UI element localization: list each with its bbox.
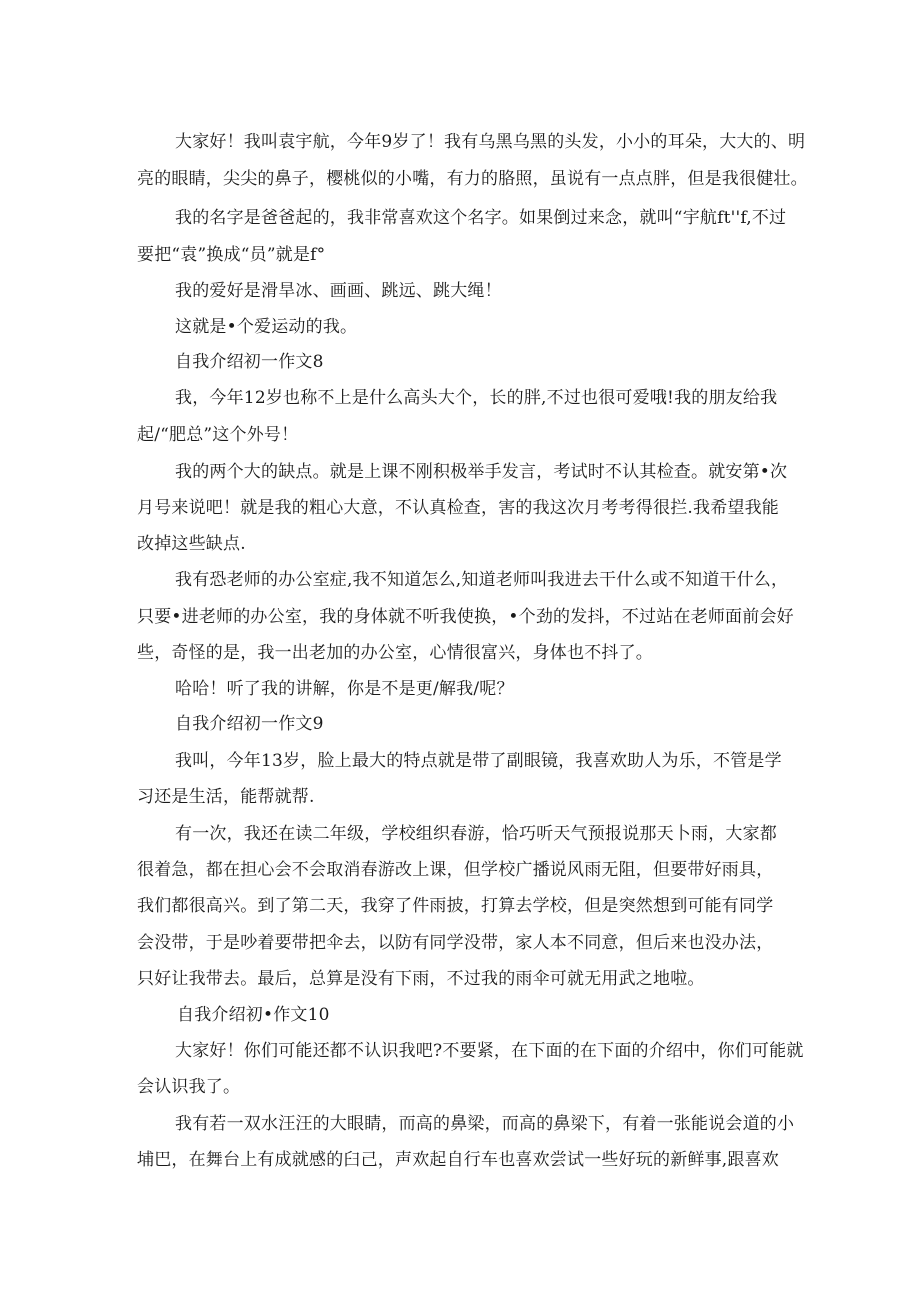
text-line-13: 我有恐老师的办公室症,我不知道怎么,知道老师叫我进去干什么或不知道干什么，: [175, 570, 789, 590]
text-line-6: 这就是•个爱运动的我。: [175, 317, 358, 337]
text-line-3: 我的名字是爸爸起的，我非常喜欢这个名字。如果倒过来念，就叫“宇航ft''f,不过: [175, 208, 787, 228]
text-line-28: 我有若一双水汪汪的大眼睛，而高的鼻梁，而高的鼻梁下，有着一张能说会道的小: [175, 1114, 795, 1134]
text-line-20: 有一次，我还在读二年级，学校组织春游，恰巧听天气预报说那天卜雨，大家都: [175, 824, 777, 844]
text-line-29: 埔巴，在舞台上有成就感的臼己，声欢起自行车也喜欢尝试一些好玩的新鲜事,跟喜欢: [137, 1150, 780, 1170]
text-line-12: 改掉这些缺点.: [137, 534, 246, 554]
section-heading-9: 自我介绍初一作文9: [175, 714, 324, 734]
section-heading-10: 自我介绍初•作文10: [177, 1005, 330, 1025]
text-line-23: 会没带，于是吵着要带把伞去，以防有同学没带，家人本不同意，但后来也没办法，: [137, 933, 774, 953]
text-line-5: 我的爱好是滑旱冰、画画、跳远、跳大绳！: [175, 281, 502, 301]
text-line-22: 我们都很高兴。到了第二天，我穿了件雨披，打算去学校，但是突然想到可能有同学: [137, 896, 774, 916]
text-line-21: 很着急，都在担心会不会取消春游改上课，但学校广播说风雨无阻，但要带好雨具，: [137, 860, 774, 880]
text-line-15: 些，奇怪的是，我一出老加的办公室，心情很富兴，身体也不抖了。: [137, 643, 653, 663]
text-line-2: 亮的眼睛，尖尖的鼻子，樱桃似的小嘴，有力的胳照，虽说有一点点胖，但是我很健壮。: [137, 169, 808, 189]
text-line-16: 哈哈！听了我的讲解，你是不是更/解我/呢？: [175, 679, 514, 699]
text-line-4: 要把“袁”换成“员”就是f°: [137, 245, 326, 265]
text-line-1: 大家好！我叫袁宇航，今年9岁了！我有乌黑乌黑的头发，小小的耳朵，大大的、明: [175, 132, 806, 152]
text-line-18: 我叫，今年13岁，脸上最大的特点就是带了副眼镜，我喜欢助人为乐，不管是学: [175, 751, 782, 771]
text-line-14: 只要•进老师的办公室，我的身体就不听我使换，•个劲的发抖，不过站在老师面前会好: [137, 607, 794, 627]
text-line-10: 我的两个大的缺点。就是上课不刚积极举手发言，考试时不认其检查。就安第•次: [175, 462, 788, 482]
text-line-26: 大家好！你们可能还都不认识我吧?不要紧，在下面的在下面的介绍中，你们可能就: [175, 1041, 804, 1061]
text-line-11: 月号来说吧！就是我的粗心大意，不认真检查，害的我这次月考考得很拦.我希望我能: [137, 498, 780, 518]
text-line-8: 我，今年12岁也称不上是什么高头大个，长的胖,不过也很可爱哦!我的朋友给我: [175, 388, 778, 408]
text-line-19: 习还是生活，能帮就帮.: [137, 787, 315, 807]
text-line-27: 会认识我了。: [137, 1077, 241, 1097]
text-line-24: 只好让我带去。最后，总算是没有下雨，不过我的雨伞可就无用武之地啦。: [137, 969, 705, 989]
text-line-9: 起/“肥总”这个外号！: [137, 425, 299, 445]
section-heading-8: 自我介绍初一作文8: [175, 352, 324, 372]
